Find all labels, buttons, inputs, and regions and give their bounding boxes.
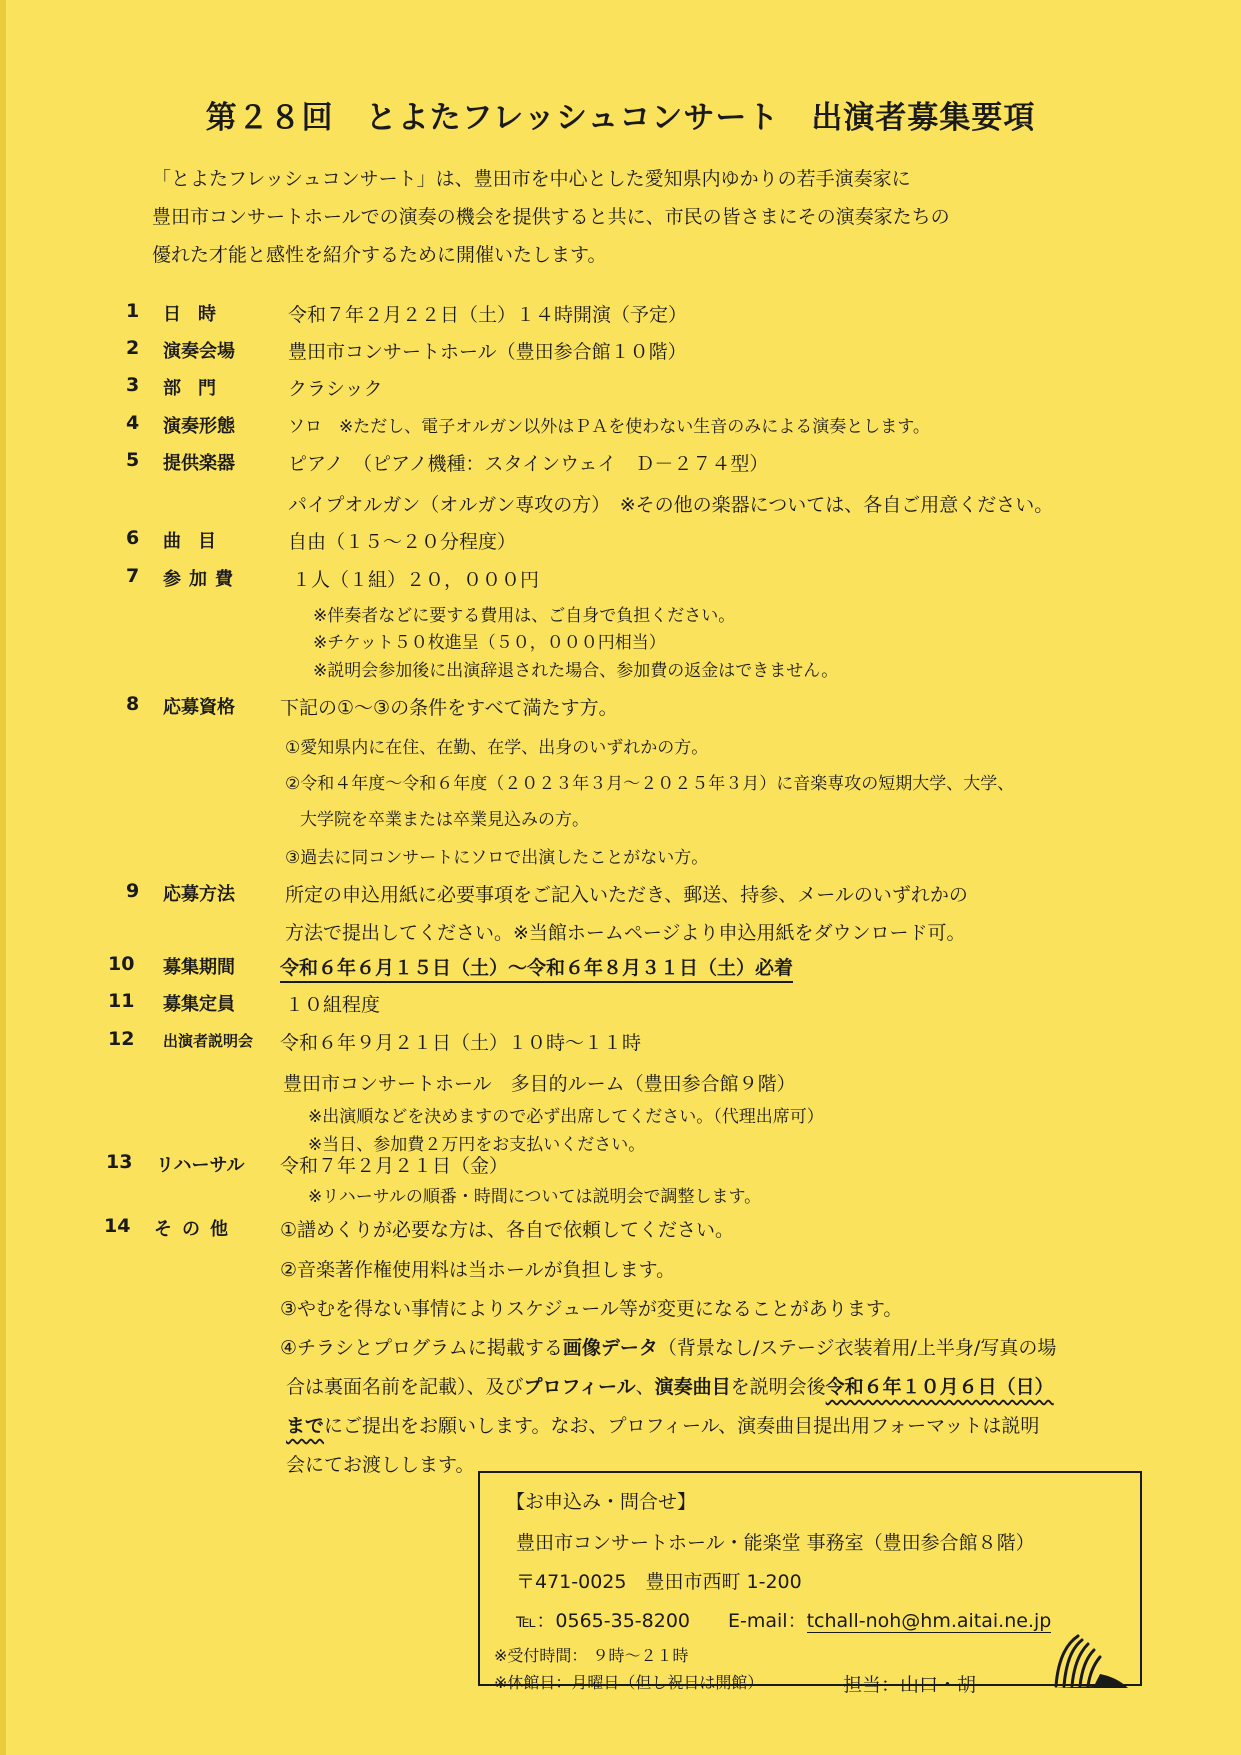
section-number: 5	[126, 449, 140, 471]
program-value: 自由（１５～２０分程度）	[288, 531, 517, 553]
rehearsal-line: 令和７年２月２１日（金）	[280, 1155, 509, 1177]
other-item4-line3	[286, 1411, 1039, 1438]
section-number: 8	[126, 693, 140, 715]
section-label-format: 演奏形態	[163, 416, 235, 437]
section-number: 2	[126, 337, 140, 359]
date-value: 令和７年２月２２日（土）１４時開演（予定）	[288, 304, 688, 326]
eligibility-condition: 大学院を卒業または卒業見込みの方。	[300, 810, 589, 830]
briefing-line: 豊田市コンサートホール 多目的ルーム（豊田参合館９階）	[283, 1073, 796, 1095]
text-run: 合は裏面名前を記載）、及び	[286, 1376, 524, 1398]
section-label-fee: 参加費	[163, 569, 241, 590]
other-item4-line4: 会にてお渡しします。	[286, 1454, 475, 1476]
rehearsal-note: ※リハーサルの順番・時間については説明会で調整します。	[308, 1187, 762, 1207]
eligibility-condition: ③過去に同コンサートにソロで出演したことがない方。	[285, 848, 709, 868]
briefing-line: 令和６年９月２１日（土）１０時～１１時	[280, 1032, 642, 1054]
fee-note: ※説明会参加後に出演辞退された場合、参加費の返金はできません。	[313, 661, 839, 681]
contact-hours: ※受付時間： ９時～２１時	[494, 1646, 689, 1665]
section-number: 3	[126, 374, 140, 396]
section-label-rehearsal: リハーサル	[156, 1155, 245, 1176]
fee-note: ※チケット５０枚進呈（５０，０００円相当）	[313, 633, 666, 653]
section-label-venue: 演奏会場	[163, 341, 235, 362]
briefing-note: ※当日、参加費２万円をお支払いください。	[308, 1135, 646, 1155]
venue-value: 豊田市コンサートホール（豊田参合館１０階）	[288, 341, 687, 363]
other-line: ①譜めくりが必要な方は、各自で依頼してください。	[280, 1219, 735, 1241]
section-label-date: 日時	[163, 304, 233, 325]
eligibility-condition: ②令和４年度～令和６年度（２０２３年３月～２０２５年３月）に音楽専攻の短期大学、大学、	[285, 774, 1015, 794]
contact-email-link[interactable]: tchall-noh@hm.aitai.ne.jp	[806, 1610, 1052, 1632]
fee-value: １人（１組）２０，０００円	[292, 569, 540, 591]
other-item4-line1	[280, 1333, 1056, 1360]
text-run: ④チラシとプログラムに掲載する	[280, 1337, 563, 1359]
section-label-instruments: 提供楽器	[163, 453, 235, 474]
contact-office: 豊田市コンサートホール・能楽堂 事務室（豊田参合館８階）	[516, 1532, 1035, 1554]
section-label-period: 募集期間	[163, 957, 235, 978]
page-title: 第２８回 とよたフレッシュコンサート 出演者募集要項	[205, 100, 1036, 136]
section-number: 4	[126, 412, 140, 434]
other-line: ③やむを得ない事情によりスケジュール等が変更になることがあります。	[280, 1298, 903, 1320]
hall-logo-icon	[1050, 1630, 1132, 1690]
intro-line: 「とよたフレッシュコンサート」は、豊田市を中心とした愛知県内ゆかりの若手演奏家に	[152, 168, 911, 190]
contact-email-label: E-mail：	[728, 1610, 807, 1632]
eligibility-condition: ①愛知県内に在住、在勤、在学、出身のいずれかの方。	[285, 738, 709, 758]
instruments-line: ピアノ （ピアノ機種：スタインウェイ Ｄ－２７４型）	[288, 453, 769, 475]
text-run: にご提出をお願いします。なお、プロフィール、演奏曲目提出用フォーマットは説明	[324, 1415, 1040, 1437]
section-number: 10	[108, 953, 135, 975]
contact-heading: 【お申込み・問合せ】	[506, 1491, 697, 1513]
contact-tel-email	[516, 1606, 1051, 1633]
text-run: を説明会後	[730, 1376, 826, 1398]
section-number: 13	[106, 1151, 133, 1173]
other-item4-line2	[286, 1372, 1054, 1399]
section-number: 1	[126, 300, 140, 322]
text-run-bold: 演奏曲目	[654, 1376, 731, 1398]
method-line: 所定の申込用紙に必要事項をご記入いただき、郵送、持参、メールのいずれかの	[285, 884, 968, 906]
briefing-note: ※出演順などを決めますので必ず出席してください。（代理出席可）	[308, 1107, 824, 1127]
capacity-value: １０組程度	[285, 994, 381, 1016]
section-number: 7	[126, 565, 140, 587]
section-label-category: 部門	[163, 378, 233, 399]
fee-note: ※伴奏者などに要する費用は、ご自身で負担ください。	[313, 606, 736, 626]
text-run-bold: プロフィール	[523, 1376, 636, 1398]
instruments-line: パイプオルガン（オルガン専攻の方） ※その他の楽器については、各自ご用意ください。	[288, 494, 1054, 516]
period-value-text: 令和６年６月１５日（土）～令和６年８月３１日（土）必着	[280, 957, 793, 983]
section-number: 6	[126, 527, 140, 549]
section-label-program: 曲目	[163, 531, 233, 552]
section-number: 11	[108, 990, 135, 1012]
section-label-other: その他	[154, 1219, 238, 1240]
contact-box	[478, 1471, 1142, 1692]
section-label-capacity: 募集定員	[163, 994, 235, 1015]
contact-tel: ℡：0565-35-8200	[516, 1610, 691, 1632]
section-label-eligibility: 応募資格	[163, 697, 235, 718]
other-line: ②音楽著作権使用料は当ホールが負担します。	[280, 1259, 676, 1281]
contact-staff: 担当：山口・胡	[843, 1674, 977, 1696]
section-label-briefing: 出演者説明会	[163, 1032, 254, 1050]
text-run: 、	[635, 1376, 655, 1398]
eligibility-line: 下記の①～③の条件をすべて満たす方。	[280, 697, 618, 719]
deadline-text: まで	[286, 1415, 325, 1437]
period-value	[280, 953, 793, 980]
section-number: 9	[126, 880, 140, 902]
intro-line: 豊田市コンサートホールでの演奏の機会を提供すると共に、市民の皆さまにその演奏家たちの	[152, 206, 950, 228]
text-run: （背景なし/ステージ衣装着用/上半身/写真の場	[657, 1337, 1057, 1359]
category-value: クラシック	[288, 378, 383, 400]
section-number: 12	[108, 1028, 135, 1050]
deadline-text: 令和６年１０月６日（日）	[825, 1376, 1054, 1398]
format-value: ソロ ※ただし、電子オルガン以外はＰＡを使わない生音のみによる演奏とします。	[288, 417, 930, 437]
intro-line: 優れた才能と感性を紹介するために開催いたします。	[152, 244, 607, 266]
section-label-method: 応募方法	[163, 884, 235, 905]
contact-closed: ※休館日：月曜日（但し祝日は開館）	[494, 1673, 764, 1692]
method-line: 方法で提出してください。※当館ホームページより申込用紙をダウンロード可。	[285, 922, 966, 944]
contact-address: 〒471-0025 豊田市西町 1-200	[516, 1571, 802, 1593]
text-run-bold: 画像データ	[562, 1337, 658, 1359]
section-number: 14	[104, 1215, 131, 1237]
